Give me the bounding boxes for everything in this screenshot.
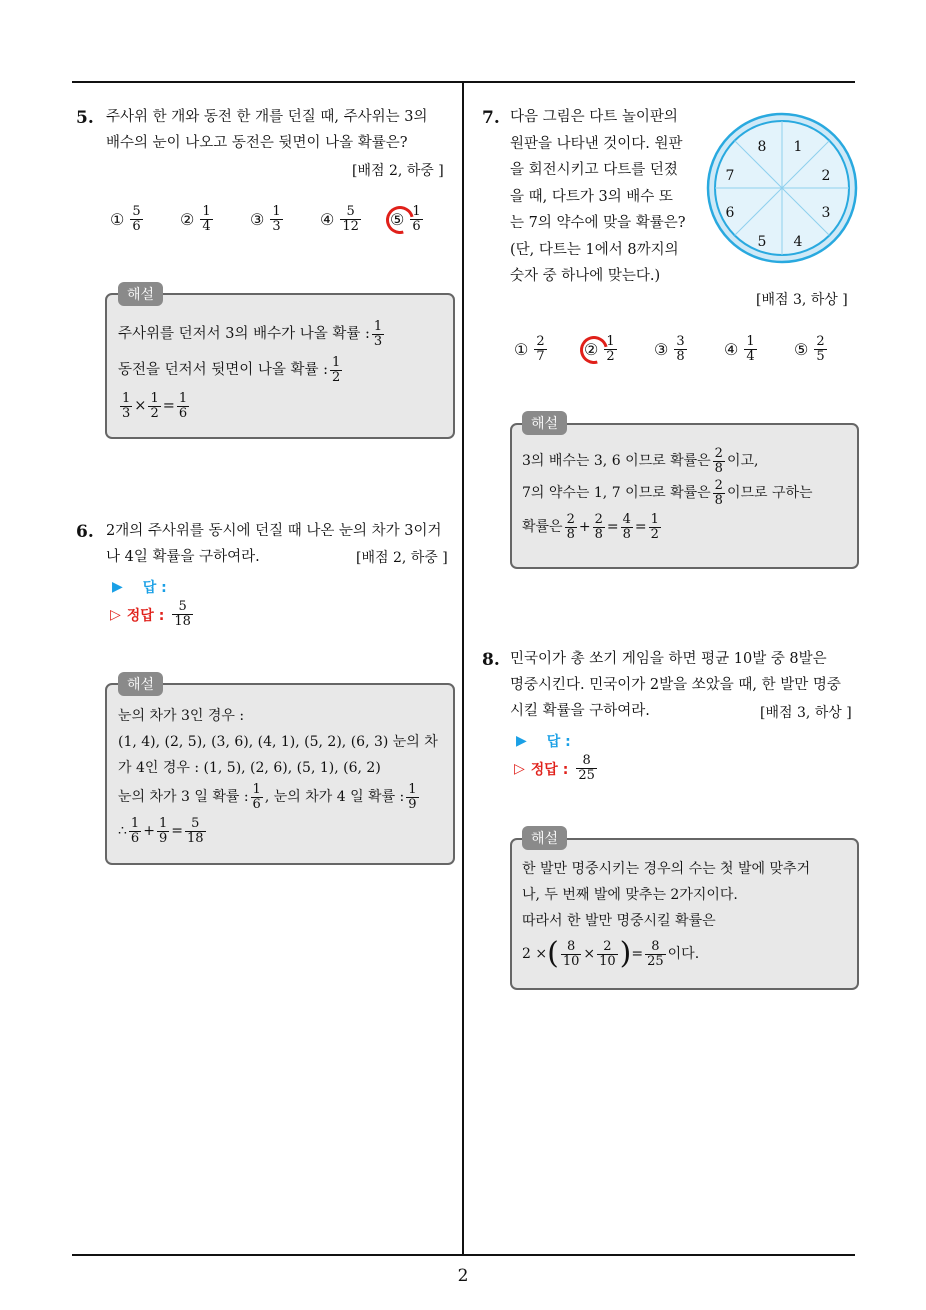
choice-fraction: $\frac{5}{12}$ [342, 204, 359, 234]
choice-5-1[interactable] [110, 205, 145, 234]
correct-answer-line-6 [110, 600, 195, 629]
answer-arrow-icon: ▶ [112, 579, 123, 595]
solution-6-line-3: 가 4인 경우 : (1, 5), (2, 6), (5, 1), (6, 2) [118, 760, 381, 776]
dart-number-3: 3 [821, 205, 831, 221]
choice-5-3[interactable] [250, 205, 285, 234]
solution-8-equation: 2 × ( $\frac{8}{10}$ × $\frac{2}{10}$ ) = $\frac{8}{25}$ 이다. [522, 936, 700, 971]
choice-mark: ④ [320, 210, 335, 229]
solution-7-line-2a: 7의 약수는 1, 7 이므로 확률은 [522, 485, 711, 501]
solution-8-text [522, 856, 810, 974]
question-7-score: [배점 3, 하상 ] [756, 292, 848, 308]
dart-number-1: 1 [793, 139, 803, 155]
question-6-line-2: 나 4일 확률을 구하여라. [106, 549, 260, 565]
correct-answer-value: $\frac{5}{18}$ [174, 599, 191, 629]
choice-5-4[interactable] [320, 205, 363, 234]
question-6-line-1: 2개의 주사위를 동시에 던질 때 나온 눈의 차가 3이거 [106, 523, 442, 539]
question-7-line-7: 숫자 중 하나에 맞는다.) [510, 268, 661, 284]
answer-line-8 [516, 731, 571, 751]
choice-fraction: $\frac{1}{2}$ [606, 334, 615, 364]
question-number-7: 7. [482, 108, 500, 128]
question-7-line-3: 을 회전시키고 다트를 던졌 [510, 162, 678, 178]
dart-number-2: 2 [821, 168, 831, 184]
solution-tag: 해설 [522, 411, 567, 435]
dart-number-7: 7 [725, 168, 735, 184]
choice-mark: ③ [250, 210, 265, 229]
solution-6-line-1: 눈의 차가 3인 경우 : [118, 708, 245, 724]
solution-6-line-4a: 눈의 차가 3 일 확률 : [118, 789, 249, 805]
correct-answer-label: 정답 : [126, 607, 165, 624]
correct-answer-label: 정답 : [530, 761, 569, 778]
dart-number-4: 4 [793, 234, 803, 250]
question-5-text [106, 104, 427, 156]
right-paren: ) [619, 936, 632, 971]
answer-line-6 [112, 577, 167, 597]
question-7-line-5: 는 7의 약수에 맞을 확률은? [510, 215, 686, 231]
solution-7-line-2b: 이므로 구하는 [726, 485, 813, 501]
question-number-5: 5. [76, 108, 94, 128]
answer-label: 답 : [546, 734, 571, 750]
choice-5-5[interactable] [390, 205, 425, 234]
choice-fraction: $\frac{1}{4}$ [746, 334, 755, 364]
choice-fraction: $\frac{3}{8}$ [676, 334, 685, 364]
fraction: $\frac{1}{2}$ [332, 354, 341, 385]
choice-fraction: $\frac{2}{7}$ [536, 334, 545, 364]
column-divider [462, 82, 464, 1255]
question-5-score: [배점 2, 하중 ] [352, 163, 444, 179]
left-paren: ( [547, 936, 559, 971]
choice-mark: ② [180, 210, 195, 229]
question-5-line-2: 배수의 눈이 나오고 동전은 뒷면이 나올 확률은? [106, 135, 408, 151]
choice-7-5[interactable] [794, 335, 829, 364]
question-number-8: 8. [482, 650, 500, 670]
choice-mark: ① [514, 340, 529, 359]
solution-5-text [118, 316, 386, 424]
solution-6-line-4b: , 눈의 차가 4 일 확률 : [264, 789, 405, 805]
fraction: $\frac{1}{9}$ [408, 781, 417, 812]
fraction: $\frac{1}{6}$ [252, 781, 261, 812]
question-5-line-1: 주사위 한 개와 동전 한 개를 던질 때, 주사위는 3의 [106, 109, 428, 125]
choice-7-1[interactable] [514, 335, 549, 364]
question-8-line-3: 시킬 확률을 구하여라. [510, 703, 650, 719]
solution-7-line-1a: 3의 배수는 3, 6 이므로 확률은 [522, 453, 711, 469]
choice-fraction: $\frac{1}{3}$ [272, 204, 281, 234]
page-number: 2 [457, 1266, 469, 1286]
choice-fraction: $\frac{5}{6}$ [132, 204, 141, 234]
selected-answer-mark: ② [584, 340, 599, 359]
choice-5-2[interactable] [180, 205, 215, 234]
correct-arrow-icon: ▷ [110, 606, 121, 623]
question-8-line-2: 명중시킨다. 민국이가 2발을 쏘았을 때, 한 발만 명중 [510, 677, 841, 693]
correct-answer-line-8 [514, 754, 599, 783]
fraction: $\frac{2}{8}$ [714, 477, 723, 508]
correct-answer-value: $\frac{8}{25}$ [578, 753, 595, 783]
fraction: $\frac{2}{8}$ [714, 445, 723, 476]
solution-tag: 해설 [522, 826, 567, 850]
correct-arrow-icon: ▷ [514, 760, 525, 777]
choice-mark: ④ [724, 340, 739, 359]
dart-number-8: 8 [757, 139, 767, 155]
solution-7-line-1b: 이고, [726, 453, 759, 469]
solution-6-equation: ∴ $\frac{1}{6}$ + $\frac{1}{9}$ = $\frac{5}{18}$ [118, 815, 204, 846]
choice-7-2[interactable] [584, 335, 619, 364]
answer-arrow-icon: ▶ [516, 733, 527, 749]
solution-8-line-2: 나, 두 번째 발에 맞추는 2가지이다. [522, 887, 738, 903]
solution-6-line-2: (1, 4), (2, 5), (3, 6), (4, 1), (5, 2), (6, 3) 눈의 차 [118, 734, 438, 750]
dart-number-5: 5 [757, 234, 767, 250]
question-6-score: [배점 2, 하중 ] [356, 550, 448, 566]
question-7-line-6: (단, 다트는 1에서 8까지의 [510, 241, 679, 258]
answer-label: 답 : [142, 580, 167, 596]
choice-7-3[interactable] [654, 335, 689, 364]
solution-7-text [522, 445, 813, 545]
choice-7-4[interactable] [724, 335, 759, 364]
choice-mark: ① [110, 210, 125, 229]
solution-8-line-1: 한 발만 명중시키는 경우의 수는 첫 발에 맞추거 [522, 861, 811, 877]
solution-5-line-1: 주사위를 던저서 3의 배수가 나올 확률 : [118, 326, 370, 342]
fraction: $\frac{1}{3}$ [373, 318, 383, 349]
selected-answer-mark: ⑤ [390, 210, 405, 229]
solution-tag: 해설 [118, 672, 163, 696]
choice-fraction: $\frac{2}{5}$ [816, 334, 825, 364]
choice-mark: ③ [654, 340, 669, 359]
solution-8-line-3: 따라서 한 발만 명중시킬 확률은 [522, 913, 716, 929]
solution-7-equation: 확률은 $\frac{2}{8}$ + $\frac{2}{8}$ = $\frac{4}{8}$ = $\frac{1}{2}$ [522, 511, 659, 542]
question-7-line-2: 원판을 나타낸 것이다. 원판 [510, 135, 683, 152]
question-7-line-1: 다음 그림은 다트 놀이판의 [510, 109, 678, 125]
choice-fraction: $\frac{1}{6}$ [412, 204, 421, 234]
question-7-text [510, 104, 686, 290]
question-number-6: 6. [76, 522, 94, 542]
question-7-line-4: 을 때, 다트가 3의 배수 또 [510, 188, 673, 205]
choice-fraction: $\frac{1}{4}$ [202, 204, 211, 234]
solution-tag: 해설 [118, 282, 163, 306]
question-8-line-1: 민국이가 총 쏘기 게임을 하면 평균 10발 중 8발은 [510, 651, 827, 667]
question-8-score: [배점 3, 하상 ] [760, 705, 852, 721]
choice-mark: ⑤ [794, 340, 809, 359]
bottom-rule [72, 1254, 855, 1256]
solution-5-equation: $\frac{1}{3}$ × $\frac{1}{2}$ = $\frac{1}{6}$ [122, 390, 188, 421]
dart-number-6: 6 [725, 205, 735, 221]
solution-5-line-2: 동전을 던저서 뒷면이 나올 확률 : [118, 362, 329, 378]
solution-6-text [118, 703, 438, 849]
dartboard-figure [706, 112, 858, 264]
dartboard-sector-lines [715, 121, 849, 255]
